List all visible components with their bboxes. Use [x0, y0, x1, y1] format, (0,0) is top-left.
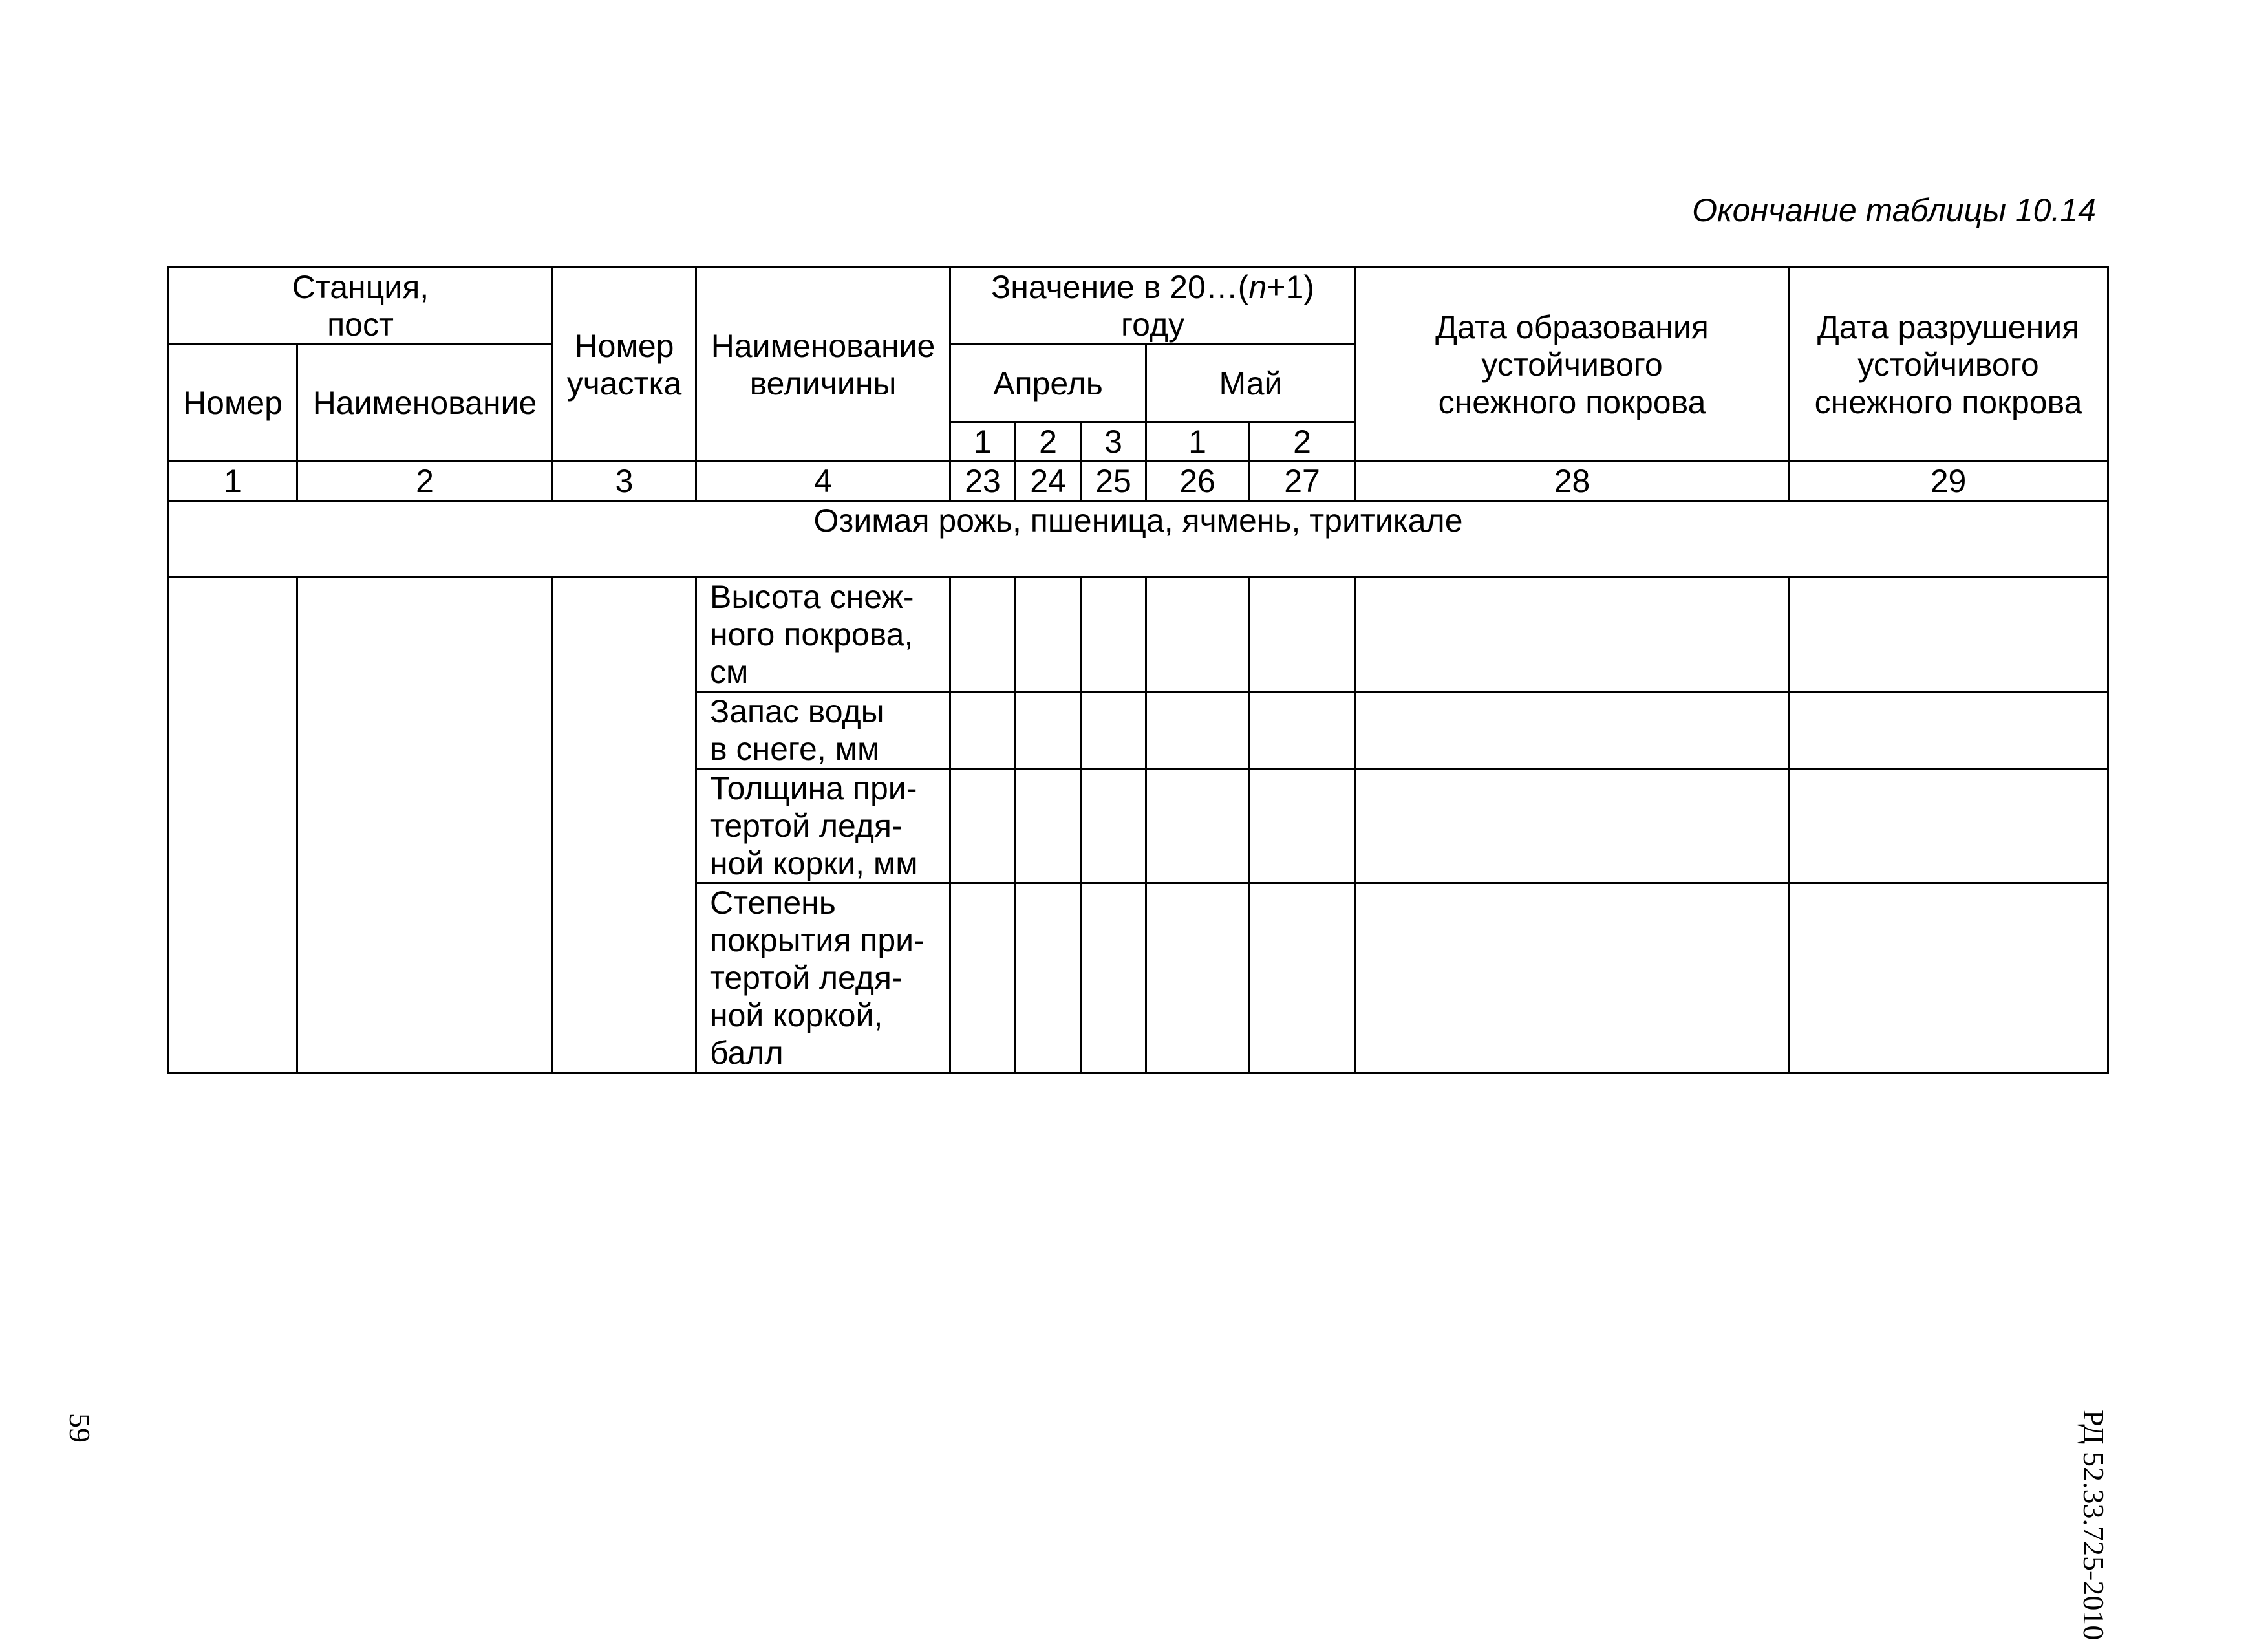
column-number: 26 — [1146, 462, 1249, 501]
value-cell — [1249, 692, 1356, 769]
value-cell — [1146, 769, 1249, 883]
april-decade-1: 1 — [950, 422, 1016, 462]
quantity-ice-crust-thickness: Толщина при- тертой ледя- ной корки, мм — [696, 769, 950, 883]
header-value-year — [950, 268, 1356, 345]
value-cell — [1146, 883, 1249, 1073]
cell-name — [297, 577, 553, 1073]
header-quantity-name: Наименование величины — [696, 268, 950, 462]
value-cell — [1016, 769, 1081, 883]
value-cell — [1081, 883, 1146, 1073]
page-number: 59 — [63, 1413, 96, 1443]
header-number: Номер — [169, 345, 297, 462]
may-decade-2: 2 — [1249, 422, 1356, 462]
header-formation-date: Дата образования устойчивого снежного покрова — [1356, 268, 1789, 462]
value-cell — [1249, 769, 1356, 883]
header-may: Май — [1146, 345, 1356, 422]
april-decade-2: 2 — [1016, 422, 1081, 462]
value-cell — [1356, 577, 1789, 692]
column-number: 4 — [696, 462, 950, 501]
column-number: 24 — [1016, 462, 1081, 501]
value-cell — [1081, 577, 1146, 692]
column-number: 25 — [1081, 462, 1146, 501]
column-number: 27 — [1249, 462, 1356, 501]
column-number: 29 — [1789, 462, 2108, 501]
header-name: Наименование — [297, 345, 553, 462]
quantity-snow-height: Высота снеж- ного покрова, см — [696, 577, 950, 692]
value-cell — [1249, 577, 1356, 692]
value-cell — [1081, 769, 1146, 883]
value-cell — [1249, 883, 1356, 1073]
value-cell — [1356, 692, 1789, 769]
header-value-year-prefix: Значение в 20…( — [991, 269, 1249, 305]
value-cell — [1146, 692, 1249, 769]
may-decade-1: 1 — [1146, 422, 1249, 462]
header-destruction-date: Дата разрушения устойчивого снежного покрова — [1789, 268, 2108, 462]
value-cell — [1789, 692, 2108, 769]
quantity-ice-crust-coverage: Степень покрытия при- тертой ледя- ной коркой, балл — [696, 883, 950, 1073]
cell-plot-number — [553, 577, 696, 1073]
column-number-row — [169, 462, 2108, 501]
column-number: 28 — [1356, 462, 1789, 501]
snow-cover-table — [167, 266, 2109, 1074]
value-cell — [1789, 883, 2108, 1073]
value-cell — [1081, 692, 1146, 769]
value-cell — [950, 692, 1016, 769]
april-decade-3: 3 — [1081, 422, 1146, 462]
value-cell — [1016, 577, 1081, 692]
value-cell — [1016, 692, 1081, 769]
column-number: 1 — [169, 462, 297, 501]
cell-number — [169, 577, 297, 1073]
header-april: Апрель — [950, 345, 1146, 422]
value-cell — [1356, 769, 1789, 883]
column-number: 23 — [950, 462, 1016, 501]
table-row — [169, 577, 2108, 692]
column-number: 3 — [553, 462, 696, 501]
header-plot-number: Номер участка — [553, 268, 696, 462]
value-cell — [1146, 577, 1249, 692]
quantity-water-equivalent: Запас воды в снеге, мм — [696, 692, 950, 769]
value-cell — [1356, 883, 1789, 1073]
header-value-year-suffix: +1) году — [1120, 269, 1314, 343]
value-cell — [950, 883, 1016, 1073]
value-cell — [1016, 883, 1081, 1073]
value-cell — [950, 577, 1016, 692]
value-cell — [950, 769, 1016, 883]
column-number: 2 — [297, 462, 553, 501]
header-station-post: Станция, пост — [169, 268, 553, 345]
document-code: РД 52.33.725-2010 — [2077, 1410, 2110, 1640]
value-cell — [1789, 577, 2108, 692]
header-value-year-n: n — [1248, 269, 1267, 305]
section-title: Озимая рожь, пшеница, ячмень, тритикале — [169, 501, 2108, 577]
table-continuation-caption: Окончание таблицы 10.14 — [1692, 192, 2096, 228]
value-cell — [1789, 769, 2108, 883]
